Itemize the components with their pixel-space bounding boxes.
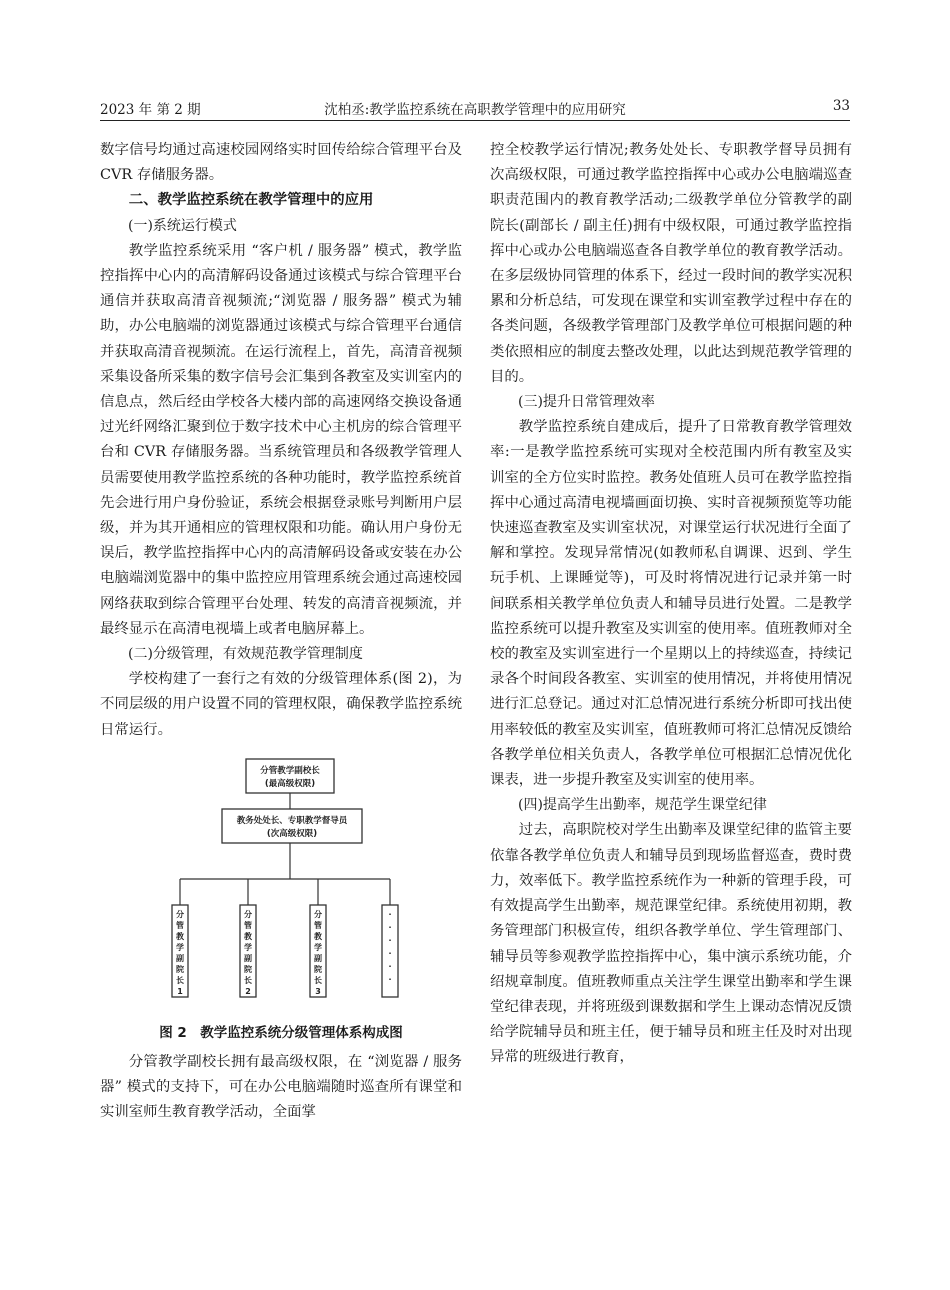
leaf-char: · <box>388 935 392 945</box>
leaf-char: 长 <box>314 975 322 985</box>
paragraph: 学校构建了一套行之有效的分级管理体系(图 2)，为不同层级的用户设置不同的管理权限，确保教学监控系统日常运行。 <box>100 671 462 738</box>
subsection-heading: (三)提升日常管理效率 <box>518 394 655 411</box>
leaf-char: 分 <box>314 909 322 919</box>
leaf-char: 教 <box>314 931 322 941</box>
leaf-char: 教 <box>244 931 252 941</box>
left-column <box>100 138 462 1126</box>
leaf-char: 学 <box>176 942 184 952</box>
top-node-title: 分管教学副校长 <box>260 765 320 776</box>
org-chart <box>100 749 462 1019</box>
page-number: 33 <box>832 98 850 114</box>
leaf-char: 2 <box>245 986 251 996</box>
leaf-char: 1 <box>177 986 183 996</box>
journal-issue: 2023 年 第 2 期 <box>100 102 201 118</box>
mid-node-title: 教务处处长、专职教学督导员 <box>236 815 348 826</box>
leaf-char: 副 <box>314 953 322 963</box>
subsection-heading: (一)系统运行模式 <box>128 217 237 234</box>
leaf-char: 3 <box>315 986 321 996</box>
leaf-char: 管 <box>176 920 184 930</box>
leaf-char: 学 <box>314 942 322 952</box>
leaf-char: · <box>388 922 392 932</box>
leaf-char: 分 <box>244 909 252 919</box>
leaf-char: · <box>388 974 392 984</box>
leaf-char: 院 <box>244 964 252 974</box>
leaf-char: · <box>388 948 392 958</box>
leaf-char: 院 <box>314 964 322 974</box>
paragraph: 分管教学副校长拥有最高级权限，在 “浏览器 / 服务器” 模式的支持下，可在办公电脑端随时巡查所有课堂和实训室师生教育教学活动，全面掌 <box>100 1054 462 1121</box>
paragraph: 教学监控系统采用 “客户机 / 服务器” 模式，教学监控指挥中心内的高清解码设备通过该模式与综合管理平台通信并获取高清音视频流;“浏览器 / 服务器” 模式为辅助，办公电脑端的浏览器通过该模式与综合管理平台通信并获取高清音视频流。在运行流程上，首先，高清音视频采集设备所采集的数字信号会汇集到各教室及实训室内的信息点，然后经由学校各大楼内部的高速网络交换设备通过光纤网络汇聚到位于数字技术中心主机房的综合管理平台和 CVR 存储服务器。当系统管理员和各级教学管理人员需要使用教学监控系统的各种功能时，教学监控系统首先会进行用户身份验证，系统会根据登录账号判断用户层级，并为其开通相应的管理权限和功能。确认用户身份无误后，教学监控指挥中心内的高清解码设备或安装在办公电脑端浏览器中的集中监控应用管理系统会通过高速校园网络获取到综合管理平台处理、转发的高清音视频流，并最终显示在高清电视墙上或者电脑屏幕上。 <box>100 242 462 637</box>
subsection-heading: (四)提高学生出勤率，规范学生课堂纪律 <box>518 797 767 814</box>
top-node-level: (最高级权限) <box>264 778 316 789</box>
running-title: 沈柏丞:教学监控系统在高职教学管理中的应用研究 <box>324 102 626 118</box>
page-header <box>100 94 850 121</box>
paragraph: 控全校教学运行情况;教务处处长、专职教学督导员拥有次高级权限，可通过教学监控指挥中心或办公电脑端巡查职责范围内的教育教学活动;二级教学单位分管教学的副院长(副部长 / 副主任)拥有中级权限，可通过教学监控指挥中心或办公电脑端巡查各自教学单位的教育教学活动。在多层级协同管理的体系下，经过一段时间的教学实况积累和分析总结，可发现在课堂和实训室教学过程中存在的各类问题，各级教学管理部门及教学单位可根据问题的种类依照相应的制度去整改处理，以此达到规范教学管理的目的。 <box>490 142 852 385</box>
leaf-char: 长 <box>244 975 252 985</box>
leaf-char: 院 <box>176 964 184 974</box>
leaf-char: 分 <box>176 909 184 919</box>
leaf-char: 副 <box>244 953 252 963</box>
leaf-labels <box>175 909 392 996</box>
paragraph: 数字信号均通过高速校园网络实时回传给综合管理平台及 CVR 存储服务器。 <box>100 142 462 184</box>
paragraph: 教学监控系统自建成后，提升了日常教育教学管理效率:一是教学监控系统可实现对全校范围内所有教室及实训室的全方位实时监控。教务处值班人员可在教学监控指挥中心通过高清电视墙画面切换、实时音视频预览等功能快速巡查教室及实训室状况，对课堂运行状况进行全面了解和掌控。发现异常情况(如教师私自调课、迟到、学生玩手机、上课睡觉等)，可及时将情况进行记录并第一时间联系相关教学单位负责人和辅导员进行处置。二是教学监控系统可以提升教室及实训室的使用率。值班教师对全校的教室及实训室进行一个星期以上的持续巡查，持续记录各个时间段各教室、实训室的使用情况，并将使用情况进行汇总登记。通过对汇总情况进行系统分析即可找出使用率较低的教室及实训室，值班教师可将汇总情况反馈给各教学单位相关负责人，各教学单位可根据汇总情况优化课表，进一步提升教室及实训室的使用率。 <box>490 419 852 789</box>
leaf-char: · <box>388 909 392 919</box>
right-column <box>490 138 852 1071</box>
mid-node-level: (次高级权限) <box>266 828 318 839</box>
org-chart-figure <box>100 749 462 1019</box>
leaf-char: 管 <box>314 920 322 930</box>
paragraph: 过去，高职院校对学生出勤率及课堂纪律的监管主要依靠各教学单位负责人和辅导员到现场监督巡查，费时费力，效率低下。教学监控系统作为一种新的管理手段，可有效提高学生出勤率，规范课堂纪律。系统使用初期，教务管理部门积极宣传，组织各教学单位、学生管理部门、辅导员等参观教学监控指挥中心，集中演示系统功能，介绍规章制度。值班教师重点关注学生课堂出勤率和学生课堂纪律表现，并将班级到课数据和学生上课动态情况反馈给学院辅导员和班主任，便于辅导员和班主任及时对出现异常的班级进行教育， <box>490 822 852 1066</box>
leaf-char: 副 <box>176 953 184 963</box>
section-heading: 二、教学监控系统在教学管理中的应用 <box>128 192 374 209</box>
leaf-char: · <box>388 961 392 971</box>
leaf-char: 学 <box>244 942 252 952</box>
subsection-heading: (二)分级管理，有效规范教学管理制度 <box>128 646 363 663</box>
figure-caption: 图 2 教学监控系统分级管理体系构成图 <box>159 1024 403 1041</box>
leaf-char: 教 <box>176 931 184 941</box>
leaf-char: 长 <box>176 975 184 985</box>
leaf-char: 管 <box>244 920 252 930</box>
